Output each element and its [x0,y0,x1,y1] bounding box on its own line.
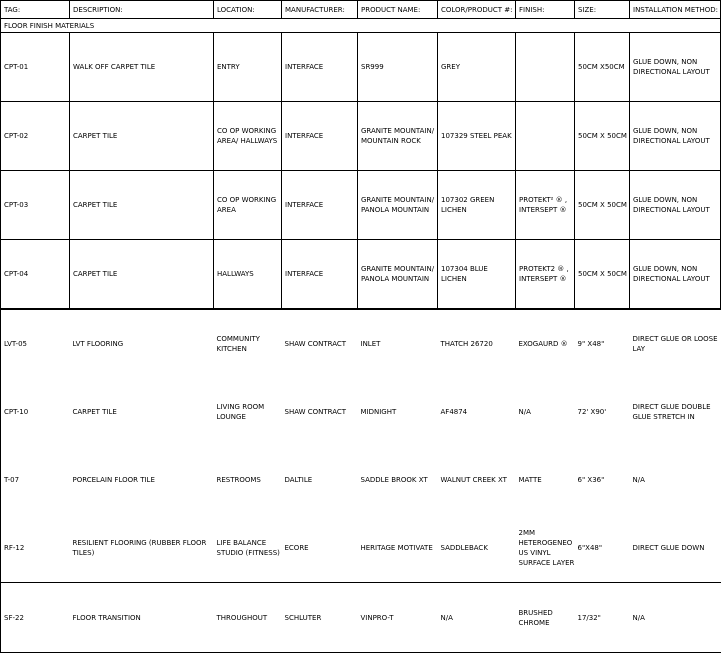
cell-product-name: VINPRO-T [358,583,438,653]
cell-product-name: GRANITE MOUNTAIN/ PANOLA MOUNTAIN [358,171,438,240]
cell-manufacturer: SHAW CONTRACT [284,340,347,348]
cell-manufacturer: DALTILE [284,476,313,484]
cell-installation: DIRECT GLUE OR LOOSE LAY [632,335,718,353]
cell-location: COMMUNITY KITCHEN [216,335,260,353]
cell-finish: 2MM HETEROGENEO US VINYL SURFACE LAYER [516,514,575,583]
cell-size: 9" X48" [577,340,605,348]
cell-product-name: MIDNIGHT [360,408,397,416]
cell-size: 50CM X 50CM [575,171,630,240]
cell-description: CARPET TILE [72,408,117,416]
cell-size: 50CM X 50CM [575,102,630,171]
cell-color: AF4874 [440,408,468,416]
cell-color: WALNUT CREEK XT [440,476,507,484]
cell-color: THATCH 26720 [440,340,493,348]
cell-installation: DIRECT GLUE DOWN [630,514,721,583]
cell-color: 107304 BLUE LICHEN [438,240,516,310]
header-size: SIZE: [575,1,630,19]
cell-color: N/A [438,583,516,653]
cell-finish: BRUSHED CHROME [516,583,575,653]
cell-size: 17/32" [575,583,630,653]
cell-product-name: GRANITE MOUNTAIN/ MOUNTAIN ROCK [358,102,438,171]
cell-installation: N/A [630,583,721,653]
cell-description: FLOOR TRANSITION [70,583,214,653]
cell-description: CARPET TILE [70,171,214,240]
table-row [1,446,721,514]
cell-description: RESILIENT FLOORING (RUBBER FLOOR TILES) [70,514,214,583]
header-tag: TAG: [1,1,70,19]
cell-installation: GLUE DOWN, NON DIRECTIONAL LAYOUT [630,33,721,102]
header-product-name: PRODUCT NAME: [358,1,438,19]
cell-description: CARPET TILE [70,240,214,310]
cell-size: 6" X36" [577,476,605,484]
section-title-row [1,19,721,33]
cell-finish: PROTEKT² ® , INTERSEPT ® [516,171,575,240]
cell-finish [516,33,575,102]
cell-color: SADDLEBACK [438,514,516,583]
header-manufacturer: MANUFACTURER: [282,1,358,19]
table-row [1,171,721,240]
cell-tag: RF-12 [1,514,70,583]
header-description: DESCRIPTION: [70,1,214,19]
cell-tag: CPT-02 [1,102,70,171]
cell-color: GREY [438,33,516,102]
cell-description: CARPET TILE [70,102,214,171]
cell-size: 72' X90' [577,408,607,416]
cell-product-name: HERITAGE MOTIVATE [358,514,438,583]
table-row [1,583,721,653]
cell-description: LVT FLOORING [72,340,124,348]
cell-product-name: INLET [360,340,381,348]
cell-manufacturer: INTERFACE [282,33,358,102]
cell-finish: MATTE [518,476,542,484]
header-location: LOCATION: [214,1,282,19]
cell-manufacturer: SCHLUTER [282,583,358,653]
cell-manufacturer: INTERFACE [282,171,358,240]
cell-finish: N/A [518,408,531,416]
cell-tag: CPT-01 [1,33,70,102]
header-color-product: COLOR/PRODUCT #: [438,1,516,19]
cell-manufacturer: INTERFACE [282,240,358,310]
cell-size: 50CM X50CM [575,33,630,102]
cell-installation: N/A [632,476,645,484]
cell-tag: CPT-10 [1,378,70,446]
cell-finish [516,102,575,171]
cell-product-name: SR999 [358,33,438,102]
cell-tag: T-07 [1,446,70,514]
cell-tag: LVT-05 [1,309,70,378]
cell-location: CO OP WORKING AREA/ HALLWAYS [214,102,282,171]
cell-location: RESTROOMS [216,476,261,484]
header-finish: FINISH: [516,1,575,19]
cell-location: LIVING ROOM LOUNGE [216,403,265,421]
cell-size: 50CM X 50CM [575,240,630,310]
table-row [1,33,721,102]
cell-installation: DIRECT GLUE DOUBLE GLUE STRETCH IN [632,403,711,421]
table-row [1,378,721,446]
table-row [1,102,721,171]
cell-location: ENTRY [214,33,282,102]
cell-size: 6"X48" [575,514,630,583]
cell-installation: GLUE DOWN, NON DIRECTIONAL LAYOUT [630,171,721,240]
cell-color: 107329 STEEL PEAK [438,102,516,171]
cell-manufacturer: SHAW CONTRACT [284,408,347,416]
header-row [1,1,721,19]
cell-tag: CPT-03 [1,171,70,240]
cell-product-name: GRANITE MOUNTAIN/ PANOLA MOUNTAIN [358,240,438,310]
cell-tag: CPT-04 [1,240,70,310]
cell-installation: GLUE DOWN, NON DIRECTIONAL LAYOUT [630,102,721,171]
cell-finish: PROTEKT2 ® , INTERSEPT ® [516,240,575,310]
cell-location: THROUGHOUT [214,583,282,653]
cell-finish: EXOGAURD ® [518,340,568,348]
cell-location: LIFE BALANCE STUDIO (FITNESS) [214,514,282,583]
table-row [1,309,721,378]
cell-color: 107302 GREEN LICHEN [438,171,516,240]
cell-product-name: SADDLE BROOK XT [360,476,428,484]
cell-location: CO OP WORKING AREA [214,171,282,240]
cell-location: HALLWAYS [214,240,282,310]
header-installation-method: INSTALLATION METHOD: [630,1,721,19]
section-title: FLOOR FINISH MATERIALS [1,19,721,33]
cell-manufacturer: INTERFACE [282,102,358,171]
table-row [1,240,721,310]
cell-installation: GLUE DOWN, NON DIRECTIONAL LAYOUT [630,240,721,310]
cell-tag: SF-22 [1,583,70,653]
cell-manufacturer: ECORE [282,514,358,583]
table-row [1,514,721,583]
cell-description: WALK OFF CARPET TILE [70,33,214,102]
cell-description: PORCELAIN FLOOR TILE [72,476,155,484]
